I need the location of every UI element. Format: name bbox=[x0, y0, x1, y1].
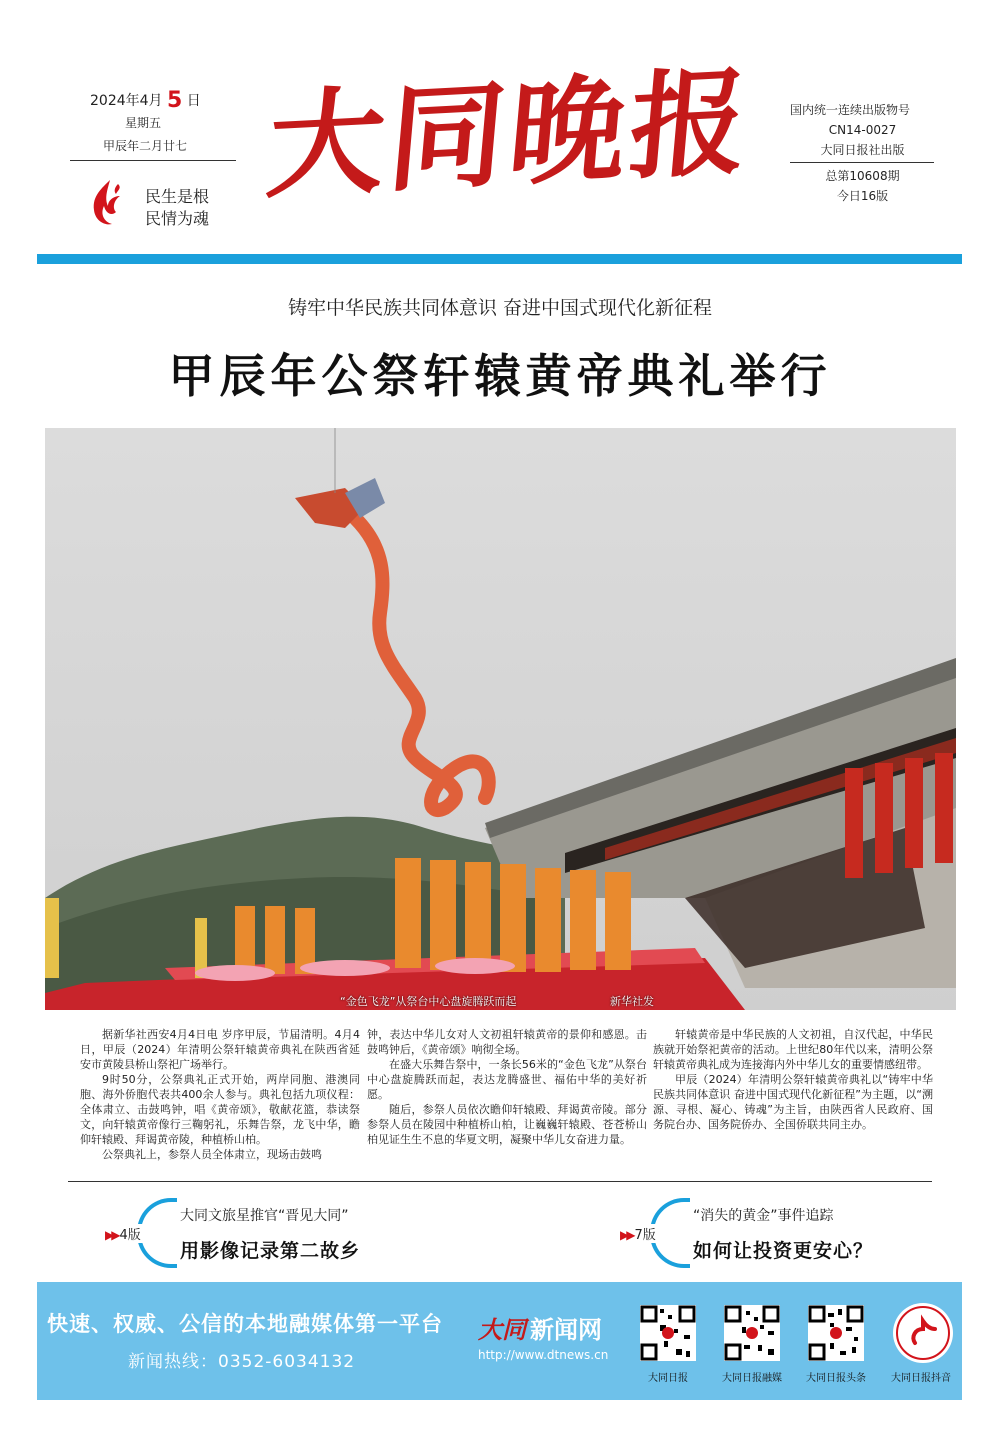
arrow-icon: ▶▶ bbox=[620, 1228, 633, 1242]
qr-label: 大同日报融媒 bbox=[722, 1373, 782, 1384]
masthead-accent-bar bbox=[37, 254, 962, 264]
qr-code-icon[interactable] bbox=[808, 1305, 864, 1361]
arrow-icon: ▶▶ bbox=[105, 1228, 118, 1242]
teaser-bracket bbox=[137, 1198, 177, 1268]
pub-cn-number: CN14-0027 bbox=[828, 123, 897, 137]
headline-subhead: 铸牢中华民族共同体意识 奋进中国式现代化新征程 bbox=[287, 297, 713, 319]
pub-page-count: 今日16版 bbox=[836, 189, 889, 203]
teaser-headline[interactable]: 如何让投资更安心？ bbox=[693, 1240, 874, 1262]
teaser-page-tag[interactable] bbox=[618, 1224, 658, 1243]
article-paragraph: 随后，参祭人员依次瞻仰轩辕殿、拜谒黄帝陵。部分参祭人员在陵园中种植桥山柏，让巍巍轩辕殿、苍苍桥山柏见证生生不息的华夏文明，凝聚中华儿女奋进力量。 bbox=[367, 1103, 647, 1146]
douyin-logo-icon[interactable] bbox=[893, 1303, 953, 1363]
qr-code-icon[interactable] bbox=[640, 1305, 696, 1361]
teaser-page: 4版 bbox=[119, 1228, 141, 1243]
section-divider bbox=[68, 1181, 932, 1182]
pub-publisher: 大同日报社出版 bbox=[820, 143, 905, 157]
date-prefix: 2024年4月 bbox=[90, 93, 163, 109]
publication-info bbox=[790, 100, 935, 206]
qr-label: 大同日报抖音 bbox=[891, 1373, 951, 1384]
pub-serial-label: 国内统一连续出版物号 bbox=[790, 103, 911, 117]
photo-credit: 新华社发 bbox=[610, 995, 654, 1008]
motto-line-1: 民生是根 bbox=[145, 187, 210, 206]
teaser-page: 7版 bbox=[634, 1228, 656, 1243]
date-suffix: 日 bbox=[186, 93, 201, 109]
photo-caption: “金色飞龙”从祭台中心盘旋腾跃而起 bbox=[340, 995, 517, 1008]
headline-main[interactable]: 甲辰年公祭轩辕黄帝典礼举行 bbox=[168, 349, 832, 403]
teaser-kicker: 大同文旅星推官“晋见大同” bbox=[180, 1208, 349, 1224]
qr-label: 大同日报头条 bbox=[806, 1373, 866, 1384]
qr-code-icon[interactable] bbox=[724, 1305, 780, 1361]
pub-issue-number: 总第10608期 bbox=[825, 169, 900, 183]
newspaper-title-text: 大同晚报 bbox=[262, 53, 757, 215]
article-paragraph: 9时50分，公祭典礼正式开始，两岸同胞、港澳同胞、海外侨胞代表共400余人参与。典礼包括九项仪程：全体肃立、击鼓鸣钟，唱《黄帝颂》，敬献花篮，恭读祭文，向轩辕黄帝像行三鞠躬礼，乐舞告祭，龙飞中华，瞻仰轩辕殿、拜谒黄帝陵，种植桥山柏。 bbox=[80, 1073, 360, 1146]
article-paragraph: 据新华社西安4月4日电 岁序甲辰，节届清明。4月4日，甲辰（2024）年清明公祭轩辕黄帝典礼在陕西省延安市黄陵县桥山祭祀广场举行。 bbox=[80, 1028, 360, 1071]
qr-label: 大同日报 bbox=[648, 1373, 688, 1384]
brand-part-2: 新闻网 bbox=[530, 1316, 602, 1344]
date-divider bbox=[70, 160, 236, 161]
banner-slogan: 快速、权威、公信的本地融媒体第一平台 bbox=[47, 1312, 443, 1336]
article-column-1 bbox=[80, 1027, 360, 1162]
flame-logo-icon bbox=[88, 178, 126, 228]
motto bbox=[145, 186, 209, 230]
teaser-headline[interactable]: 用影像记录第二故乡 bbox=[180, 1240, 361, 1262]
date-day: 5 bbox=[167, 88, 183, 113]
ceremony-photo-illustration bbox=[45, 428, 956, 1010]
news-hotline: 新闻热线：0352-6034132 bbox=[128, 1352, 356, 1372]
teaser-kicker: “消失的黄金”事件追踪 bbox=[693, 1208, 834, 1224]
article-column-3 bbox=[653, 1027, 933, 1132]
article-paragraph: 甲辰（2024）年清明公祭轩辕黄帝典礼以“铸牢中华民族共同体意识 奋进中国式现代化新征程”为主题，以“溯源、寻根、凝心、铸魂”为主旨，由陕西省人民政府、国务院台办、国务院侨办、全国侨联共同主办。 bbox=[653, 1073, 933, 1131]
brand-part-1: 大同 bbox=[478, 1315, 526, 1344]
article-paragraph: 在盛大乐舞告祭中，一条长56米的“金色飞龙”从祭台中心盘旋腾跃而起，表达龙腾盛世、福佑中华的美好祈愿。 bbox=[367, 1058, 647, 1101]
issue-date bbox=[90, 88, 201, 113]
dtnews-logo[interactable] bbox=[478, 1310, 602, 1345]
article-paragraph: 钟，表达中华儿女对人文初祖轩辕黄帝的景仰和感恩。击鼓鸣钟后，《黄帝颂》响彻全场。 bbox=[367, 1028, 647, 1056]
newspaper-title bbox=[262, 53, 757, 222]
pubinfo-divider bbox=[790, 162, 934, 163]
article-paragraph: 轩辕黄帝是中华民族的人文初祖，自汉代起，中华民族就开始祭祀黄帝的活动。上世纪80年代以来，清明公祭轩辕黄帝典礼成为连接海内外中华儿女的重要情感纽带。 bbox=[653, 1028, 933, 1071]
lead-photo[interactable] bbox=[45, 428, 956, 1010]
motto-line-2: 民情为魂 bbox=[145, 209, 210, 228]
teaser-page-tag[interactable] bbox=[103, 1224, 143, 1243]
website-url[interactable]: http://www.dtnews.cn bbox=[478, 1348, 609, 1362]
article-column-2 bbox=[367, 1027, 647, 1147]
lunar-date: 甲辰年二月廿七 bbox=[103, 139, 188, 153]
article-paragraph: 公祭典礼上，参祭人员全体肃立，现场击鼓鸣 bbox=[102, 1148, 322, 1161]
weekday: 星期五 bbox=[125, 116, 162, 130]
